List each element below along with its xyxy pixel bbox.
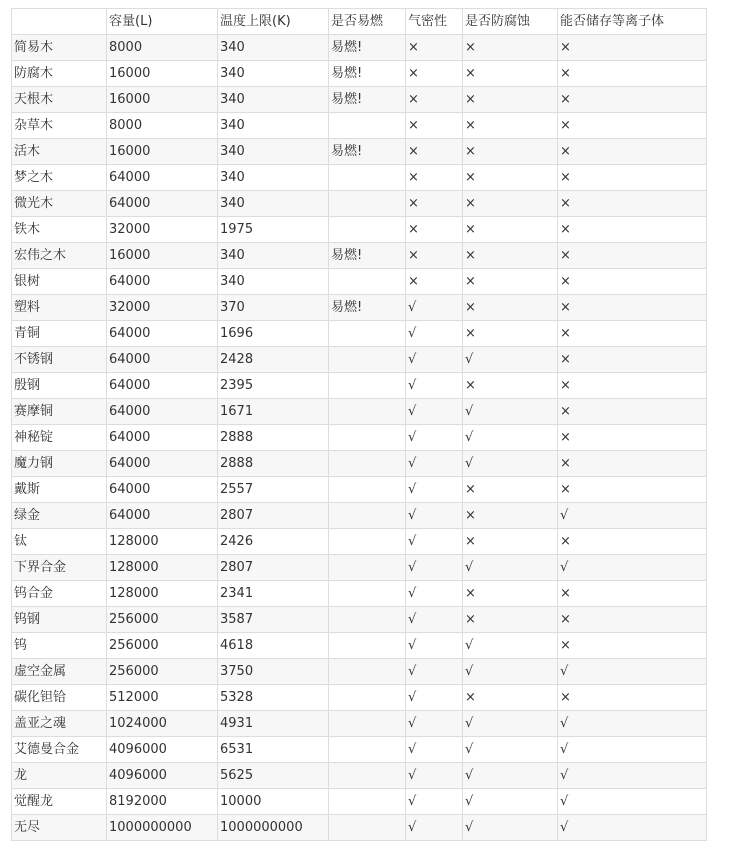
table-row <box>12 555 707 581</box>
header-cell: 能否储存等离子体 <box>558 9 707 35</box>
material-name-cell: 微光木 <box>12 191 107 217</box>
material-name-cell: 钨合金 <box>12 581 107 607</box>
table-cell: √ <box>406 425 463 451</box>
table-cell: 4618 <box>218 633 329 659</box>
table-cell: × <box>558 87 707 113</box>
material-name-cell: 梦之木 <box>12 165 107 191</box>
table-cell: √ <box>406 529 463 555</box>
table-cell: √ <box>558 659 707 685</box>
table-cell: 2426 <box>218 529 329 555</box>
material-name-cell: 魔力钢 <box>12 451 107 477</box>
table-cell: 340 <box>218 139 329 165</box>
table-cell: × <box>558 243 707 269</box>
table-row <box>12 763 707 789</box>
table-cell: × <box>463 243 558 269</box>
material-name-cell: 宏伟之木 <box>12 243 107 269</box>
table-row <box>12 425 707 451</box>
table-row <box>12 139 707 165</box>
table-cell: 340 <box>218 191 329 217</box>
table-cell: 370 <box>218 295 329 321</box>
table-cell: × <box>463 685 558 711</box>
table-cell: × <box>558 451 707 477</box>
table-cell: √ <box>406 555 463 581</box>
table-cell: 32000 <box>107 295 218 321</box>
table-cell: × <box>406 191 463 217</box>
table-row <box>12 295 707 321</box>
table-cell <box>329 633 406 659</box>
table-cell: 2395 <box>218 373 329 399</box>
table-row <box>12 451 707 477</box>
table-row <box>12 87 707 113</box>
table-cell: √ <box>406 321 463 347</box>
table-cell: √ <box>558 789 707 815</box>
table-cell: 易燃! <box>329 295 406 321</box>
table-cell <box>329 711 406 737</box>
table-cell: 2428 <box>218 347 329 373</box>
material-name-cell: 防腐木 <box>12 61 107 87</box>
table-cell: 8000 <box>107 113 218 139</box>
table-cell: × <box>406 165 463 191</box>
table-cell: 2557 <box>218 477 329 503</box>
table-cell <box>329 451 406 477</box>
table-cell: 易燃! <box>329 35 406 61</box>
table-cell: × <box>558 139 707 165</box>
table-row <box>12 399 707 425</box>
table-cell: 1671 <box>218 399 329 425</box>
table-cell: √ <box>463 711 558 737</box>
table-cell: × <box>463 373 558 399</box>
table-cell: √ <box>558 815 707 841</box>
table-cell: 3750 <box>218 659 329 685</box>
table-cell: √ <box>406 451 463 477</box>
header-cell <box>12 9 107 35</box>
table-cell: 2807 <box>218 503 329 529</box>
header-row <box>12 9 707 35</box>
material-name-cell: 铁木 <box>12 217 107 243</box>
material-name-cell: 杂草木 <box>12 113 107 139</box>
table-cell: 16000 <box>107 139 218 165</box>
material-name-cell: 塑料 <box>12 295 107 321</box>
table-row <box>12 165 707 191</box>
table-row <box>12 217 707 243</box>
table-cell: × <box>558 165 707 191</box>
table-cell: 2888 <box>218 425 329 451</box>
table-cell: 128000 <box>107 555 218 581</box>
table-cell: 1696 <box>218 321 329 347</box>
table-cell <box>329 321 406 347</box>
table-cell <box>329 503 406 529</box>
table-cell: √ <box>558 763 707 789</box>
table-cell: × <box>406 269 463 295</box>
table-cell: 易燃! <box>329 87 406 113</box>
table-cell: × <box>406 35 463 61</box>
table-cell <box>329 737 406 763</box>
table-cell: × <box>406 113 463 139</box>
table-cell: × <box>558 425 707 451</box>
table-cell: 6531 <box>218 737 329 763</box>
table-cell: 340 <box>218 243 329 269</box>
table-cell: √ <box>406 763 463 789</box>
table-cell: √ <box>406 399 463 425</box>
table-cell <box>329 191 406 217</box>
table-row <box>12 503 707 529</box>
material-name-cell: 活木 <box>12 139 107 165</box>
material-name-cell: 钨 <box>12 633 107 659</box>
table-cell: 128000 <box>107 581 218 607</box>
material-name-cell: 简易木 <box>12 35 107 61</box>
material-name-cell: 龙 <box>12 763 107 789</box>
table-cell: 易燃! <box>329 243 406 269</box>
table-cell: × <box>558 633 707 659</box>
table-cell: √ <box>463 399 558 425</box>
table-row <box>12 737 707 763</box>
table-cell <box>329 165 406 191</box>
table-row <box>12 269 707 295</box>
material-name-cell: 戴斯 <box>12 477 107 503</box>
table-cell: 64000 <box>107 425 218 451</box>
table-cell <box>329 399 406 425</box>
material-name-cell: 钨钢 <box>12 607 107 633</box>
table-cell: √ <box>406 373 463 399</box>
table-cell: √ <box>558 711 707 737</box>
table-cell: × <box>463 191 558 217</box>
table-cell: √ <box>406 295 463 321</box>
table-cell <box>329 269 406 295</box>
material-name-cell: 艾德曼合金 <box>12 737 107 763</box>
table-cell: 340 <box>218 87 329 113</box>
table-cell: × <box>463 269 558 295</box>
table-cell: 256000 <box>107 607 218 633</box>
table-cell: √ <box>406 685 463 711</box>
table-cell: 340 <box>218 269 329 295</box>
table-cell: 2341 <box>218 581 329 607</box>
table-cell: 64000 <box>107 347 218 373</box>
table-cell: 340 <box>218 35 329 61</box>
table-cell: × <box>558 191 707 217</box>
table-cell: 340 <box>218 165 329 191</box>
table-cell: 2888 <box>218 451 329 477</box>
material-name-cell: 青铜 <box>12 321 107 347</box>
material-name-cell: 盖亚之魂 <box>12 711 107 737</box>
table-cell: 易燃! <box>329 61 406 87</box>
table-cell: × <box>463 529 558 555</box>
table-cell: 512000 <box>107 685 218 711</box>
table-cell: × <box>558 347 707 373</box>
material-name-cell: 神秘锭 <box>12 425 107 451</box>
header-cell: 容量(L) <box>107 9 218 35</box>
table-cell: √ <box>558 503 707 529</box>
material-name-cell: 赛摩铜 <box>12 399 107 425</box>
table-cell: 64000 <box>107 477 218 503</box>
table-cell: 340 <box>218 113 329 139</box>
table-cell: × <box>558 529 707 555</box>
table-cell: × <box>463 607 558 633</box>
table-cell: × <box>463 35 558 61</box>
table-cell: × <box>463 295 558 321</box>
table-cell <box>329 815 406 841</box>
table-cell: √ <box>406 347 463 373</box>
table-cell: 64000 <box>107 165 218 191</box>
table-row <box>12 711 707 737</box>
table-cell: × <box>463 87 558 113</box>
material-name-cell: 下界合金 <box>12 555 107 581</box>
table-row <box>12 373 707 399</box>
table-row <box>12 529 707 555</box>
table-row <box>12 581 707 607</box>
table-cell <box>329 555 406 581</box>
table-container <box>11 8 707 841</box>
table-cell: × <box>463 581 558 607</box>
table-cell: × <box>558 295 707 321</box>
table-cell <box>329 113 406 139</box>
table-cell: 256000 <box>107 659 218 685</box>
material-name-cell: 不锈钢 <box>12 347 107 373</box>
table-cell: 16000 <box>107 87 218 113</box>
table-row <box>12 321 707 347</box>
table-cell: √ <box>406 737 463 763</box>
table-cell: 5328 <box>218 685 329 711</box>
table-cell: √ <box>406 659 463 685</box>
table-cell: 340 <box>218 61 329 87</box>
table-cell: 1000000000 <box>107 815 218 841</box>
table-row <box>12 607 707 633</box>
table-cell: 64000 <box>107 269 218 295</box>
table-cell <box>329 347 406 373</box>
table-cell: 4096000 <box>107 763 218 789</box>
table-row <box>12 477 707 503</box>
table-cell: √ <box>463 815 558 841</box>
table-cell: 64000 <box>107 399 218 425</box>
table-cell: 16000 <box>107 243 218 269</box>
material-name-cell: 觉醒龙 <box>12 789 107 815</box>
table-row <box>12 633 707 659</box>
table-cell: √ <box>406 503 463 529</box>
table-cell: × <box>406 139 463 165</box>
table-cell: × <box>558 607 707 633</box>
table-cell <box>329 529 406 555</box>
table-row <box>12 113 707 139</box>
material-name-cell: 无尽 <box>12 815 107 841</box>
material-name-cell: 殷钢 <box>12 373 107 399</box>
table-cell <box>329 607 406 633</box>
table-cell <box>329 789 406 815</box>
table-cell: × <box>558 581 707 607</box>
table-cell: × <box>463 61 558 87</box>
table-row <box>12 61 707 87</box>
table-cell: 128000 <box>107 529 218 555</box>
material-name-cell: 绿金 <box>12 503 107 529</box>
table-cell: × <box>406 87 463 113</box>
table-cell: × <box>558 373 707 399</box>
table-cell <box>329 425 406 451</box>
table-cell: √ <box>406 477 463 503</box>
table-cell <box>329 373 406 399</box>
table-cell: √ <box>406 789 463 815</box>
table-cell: 10000 <box>218 789 329 815</box>
table-cell: × <box>406 243 463 269</box>
table-cell <box>329 659 406 685</box>
table-cell: √ <box>558 737 707 763</box>
table-cell: × <box>558 685 707 711</box>
table-cell: × <box>558 35 707 61</box>
table-cell: 64000 <box>107 191 218 217</box>
table-cell: × <box>463 139 558 165</box>
table-cell: 256000 <box>107 633 218 659</box>
table-cell: 64000 <box>107 321 218 347</box>
material-name-cell: 天根木 <box>12 87 107 113</box>
material-name-cell: 碳化钽铪 <box>12 685 107 711</box>
table-cell: 16000 <box>107 61 218 87</box>
table-row <box>12 789 707 815</box>
table-cell: × <box>406 217 463 243</box>
header-cell: 是否防腐蚀 <box>463 9 558 35</box>
table-cell: × <box>558 217 707 243</box>
table-cell: √ <box>463 659 558 685</box>
table-row <box>12 815 707 841</box>
table-cell: √ <box>406 815 463 841</box>
table-cell: × <box>558 269 707 295</box>
table-cell: 64000 <box>107 503 218 529</box>
table-cell: √ <box>463 555 558 581</box>
material-name-cell: 虚空金属 <box>12 659 107 685</box>
table-cell: √ <box>463 425 558 451</box>
table-cell: × <box>463 477 558 503</box>
table-cell: 4096000 <box>107 737 218 763</box>
table-cell: √ <box>406 581 463 607</box>
table-cell <box>329 477 406 503</box>
table-cell: × <box>558 477 707 503</box>
table-cell: × <box>558 61 707 87</box>
table-cell: 64000 <box>107 451 218 477</box>
table-cell: √ <box>558 555 707 581</box>
table-cell: × <box>463 113 558 139</box>
table-cell: × <box>463 503 558 529</box>
header-cell: 温度上限(K) <box>218 9 329 35</box>
table-cell: 64000 <box>107 373 218 399</box>
material-name-cell: 银树 <box>12 269 107 295</box>
table-cell: √ <box>463 633 558 659</box>
table-row <box>12 347 707 373</box>
table-cell: 8192000 <box>107 789 218 815</box>
table-cell: × <box>463 321 558 347</box>
table-cell: 1024000 <box>107 711 218 737</box>
table-cell: √ <box>463 763 558 789</box>
header-cell: 是否易燃 <box>329 9 406 35</box>
table-cell: 3587 <box>218 607 329 633</box>
table-cell: √ <box>406 607 463 633</box>
table-cell: 2807 <box>218 555 329 581</box>
table-row <box>12 685 707 711</box>
table-cell: √ <box>406 711 463 737</box>
table-cell: √ <box>463 789 558 815</box>
table-cell: 32000 <box>107 217 218 243</box>
material-table <box>11 8 707 841</box>
table-cell: √ <box>463 451 558 477</box>
table-cell: 1000000000 <box>218 815 329 841</box>
table-cell <box>329 685 406 711</box>
table-cell: × <box>558 321 707 347</box>
table-cell: × <box>463 165 558 191</box>
table-row <box>12 659 707 685</box>
table-cell <box>329 763 406 789</box>
table-row <box>12 191 707 217</box>
table-row <box>12 35 707 61</box>
table-cell: √ <box>463 347 558 373</box>
table-cell: 易燃! <box>329 139 406 165</box>
table-cell: × <box>558 113 707 139</box>
table-cell: √ <box>406 633 463 659</box>
table-cell: √ <box>463 737 558 763</box>
table-row <box>12 243 707 269</box>
header-cell: 气密性 <box>406 9 463 35</box>
material-name-cell: 钛 <box>12 529 107 555</box>
table-cell: × <box>463 217 558 243</box>
table-cell: 8000 <box>107 35 218 61</box>
table-cell: 1975 <box>218 217 329 243</box>
table-cell: × <box>558 399 707 425</box>
table-cell: × <box>406 61 463 87</box>
table-cell: 5625 <box>218 763 329 789</box>
table-cell <box>329 581 406 607</box>
table-cell: 4931 <box>218 711 329 737</box>
table-cell <box>329 217 406 243</box>
